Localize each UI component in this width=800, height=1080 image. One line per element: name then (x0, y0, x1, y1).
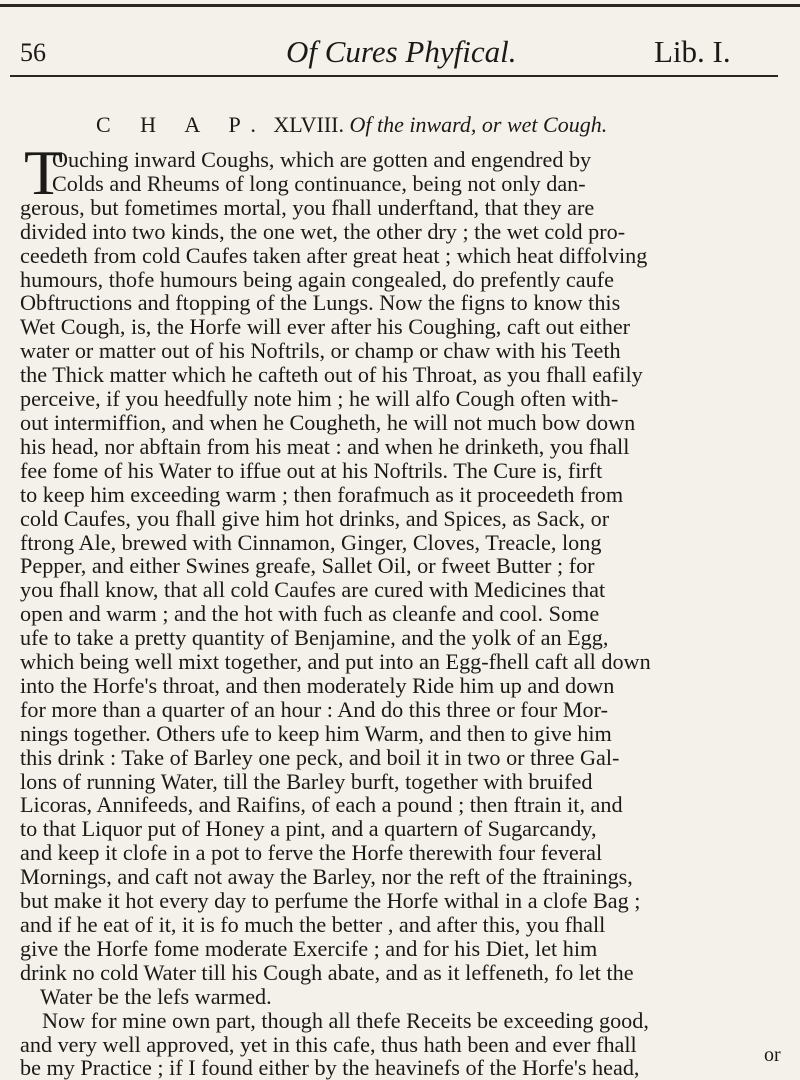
text-line: and very well approved, yet in this cafe, thus hath been and ever fhall (20, 1031, 637, 1057)
text-line: for more than a quarter of an hour : And do this three or four Mor- (20, 696, 608, 722)
text-line: perceive, if you heedfully note him ; he will alfo Cough often with- (20, 386, 619, 412)
text-line: but make it hot every day to perfume the Horfe withal in a clofe Bag ; (20, 888, 641, 914)
body-text (20, 137, 780, 1080)
text-line: Obftructions and ftopping of the Lungs. Now the figns to know this (20, 290, 621, 316)
text-line: which being well mixt together, and put into an Egg-fhell caft all down (20, 649, 651, 675)
text-line: fee fome of his Water to iffue out at his Noftrils. The Cure is, firft (20, 457, 603, 483)
text-line: you fhall know, that all cold Caufes are cured with Medicines that (20, 577, 606, 603)
chapter-number: XLVIII. (273, 112, 345, 137)
page-number: 56 (20, 38, 46, 67)
text-line: divided into two kinds, the one wet, the other dry ; the wet cold pro- (20, 218, 626, 244)
text-line: Wet Cough, is, the Horfe will ever after his Coughing, caft out either (20, 314, 631, 340)
top-rule (0, 4, 800, 7)
text-line: and keep it clofe in a pot to ferve the Horfe therewith four feveral (20, 840, 603, 866)
text-line: Now for mine own part, though all thefe Receits be exceeding good, (42, 1007, 649, 1033)
text-line: Colds and Rheums of long continuance, being not only dan- (52, 170, 586, 196)
text-line: to that Liquor put of Honey a pint, and a quartern of Sugarcandy, (20, 816, 597, 842)
chapter-subtitle: Of the inward, or wet Cough. (349, 112, 608, 137)
text-line: water or matter out of his Noftrils, or champ or chaw with his Teeth (20, 338, 621, 364)
book-number: Lib. I. (654, 34, 731, 69)
text-line: out intermiffion, and when he Cougheth, he will not much bow down (20, 409, 636, 435)
chapter-label: C H A P. (96, 112, 268, 137)
text-line: lons of running Water, till the Barley burft, together with bruifed (20, 768, 593, 794)
chapter-heading (96, 112, 607, 138)
text-line: humours, thofe humours being again congealed, do prefently caufe (20, 266, 614, 292)
text-line: Licoras, Annifeeds, and Raifins, of each a pound ; then ftrain it, and (20, 792, 623, 818)
text-line: gerous, but fometimes mortal, you fhall underftand, that they are (20, 194, 595, 220)
text-line: the Thick matter which he cafteth out of his Throat, as you fhall eafily (20, 362, 643, 388)
header-rule (10, 75, 778, 77)
text-line: Pepper, and either Swines greafe, Sallet Oil, or fweet Butter ; for (20, 553, 595, 579)
drop-cap: T (24, 137, 64, 208)
text-line: Water be the lefs warmed. (40, 983, 272, 1009)
text-line: give the Horfe fome moderate Exercife ; and for his Diet, let him (20, 935, 598, 961)
text-line: ftrong Ale, brewed with Cinnamon, Ginger, Cloves, Treacle, long (20, 529, 602, 555)
text-line: drink no cold Water till his Cough abate, and as it leffeneth, fo let the (20, 959, 634, 985)
text-line: into the Horfe's throat, and then moderately Ride him up and down (20, 672, 615, 698)
running-title: Of Cures Phyfical. (286, 34, 517, 69)
text-line: ufe to take a pretty quantity of Benjamine, and the yolk of an Egg, (20, 625, 609, 651)
text-line: to keep him exceeding warm ; then forafmuch as it proceedeth from (20, 481, 624, 507)
text-line: cold Caufes, you fhall give him hot drinks, and Spices, as Sack, or (20, 505, 610, 531)
text-line: ceedeth from cold Caufes taken after great heat ; which heat diffolving (20, 242, 648, 268)
page-header (0, 0, 800, 110)
text-line: Mornings, and caft not away the Barley, nor the reft of the ftrainings, (20, 864, 633, 890)
text-line: Ouching inward Coughs, which are gotten and engendred by (52, 147, 592, 172)
text-line: nings together. Others ufe to keep him Warm, and then to give him (20, 720, 612, 746)
catchword: or (764, 1044, 781, 1066)
text-line: his head, nor abftain from his meat : and when he drinketh, you fhall (20, 433, 630, 459)
text-line: this drink : Take of Barley one peck, and boil it in two or three Gal- (20, 744, 620, 770)
text-line: and if he eat of it, it is fo much the better , and after this, you fhall (20, 912, 606, 937)
text-line: open and warm ; and the hot with fuch as cleanfe and cool. Some (20, 601, 600, 627)
text-line: be my Practice ; if I found either by the heavinefs of the Horfe's head, (20, 1055, 640, 1080)
